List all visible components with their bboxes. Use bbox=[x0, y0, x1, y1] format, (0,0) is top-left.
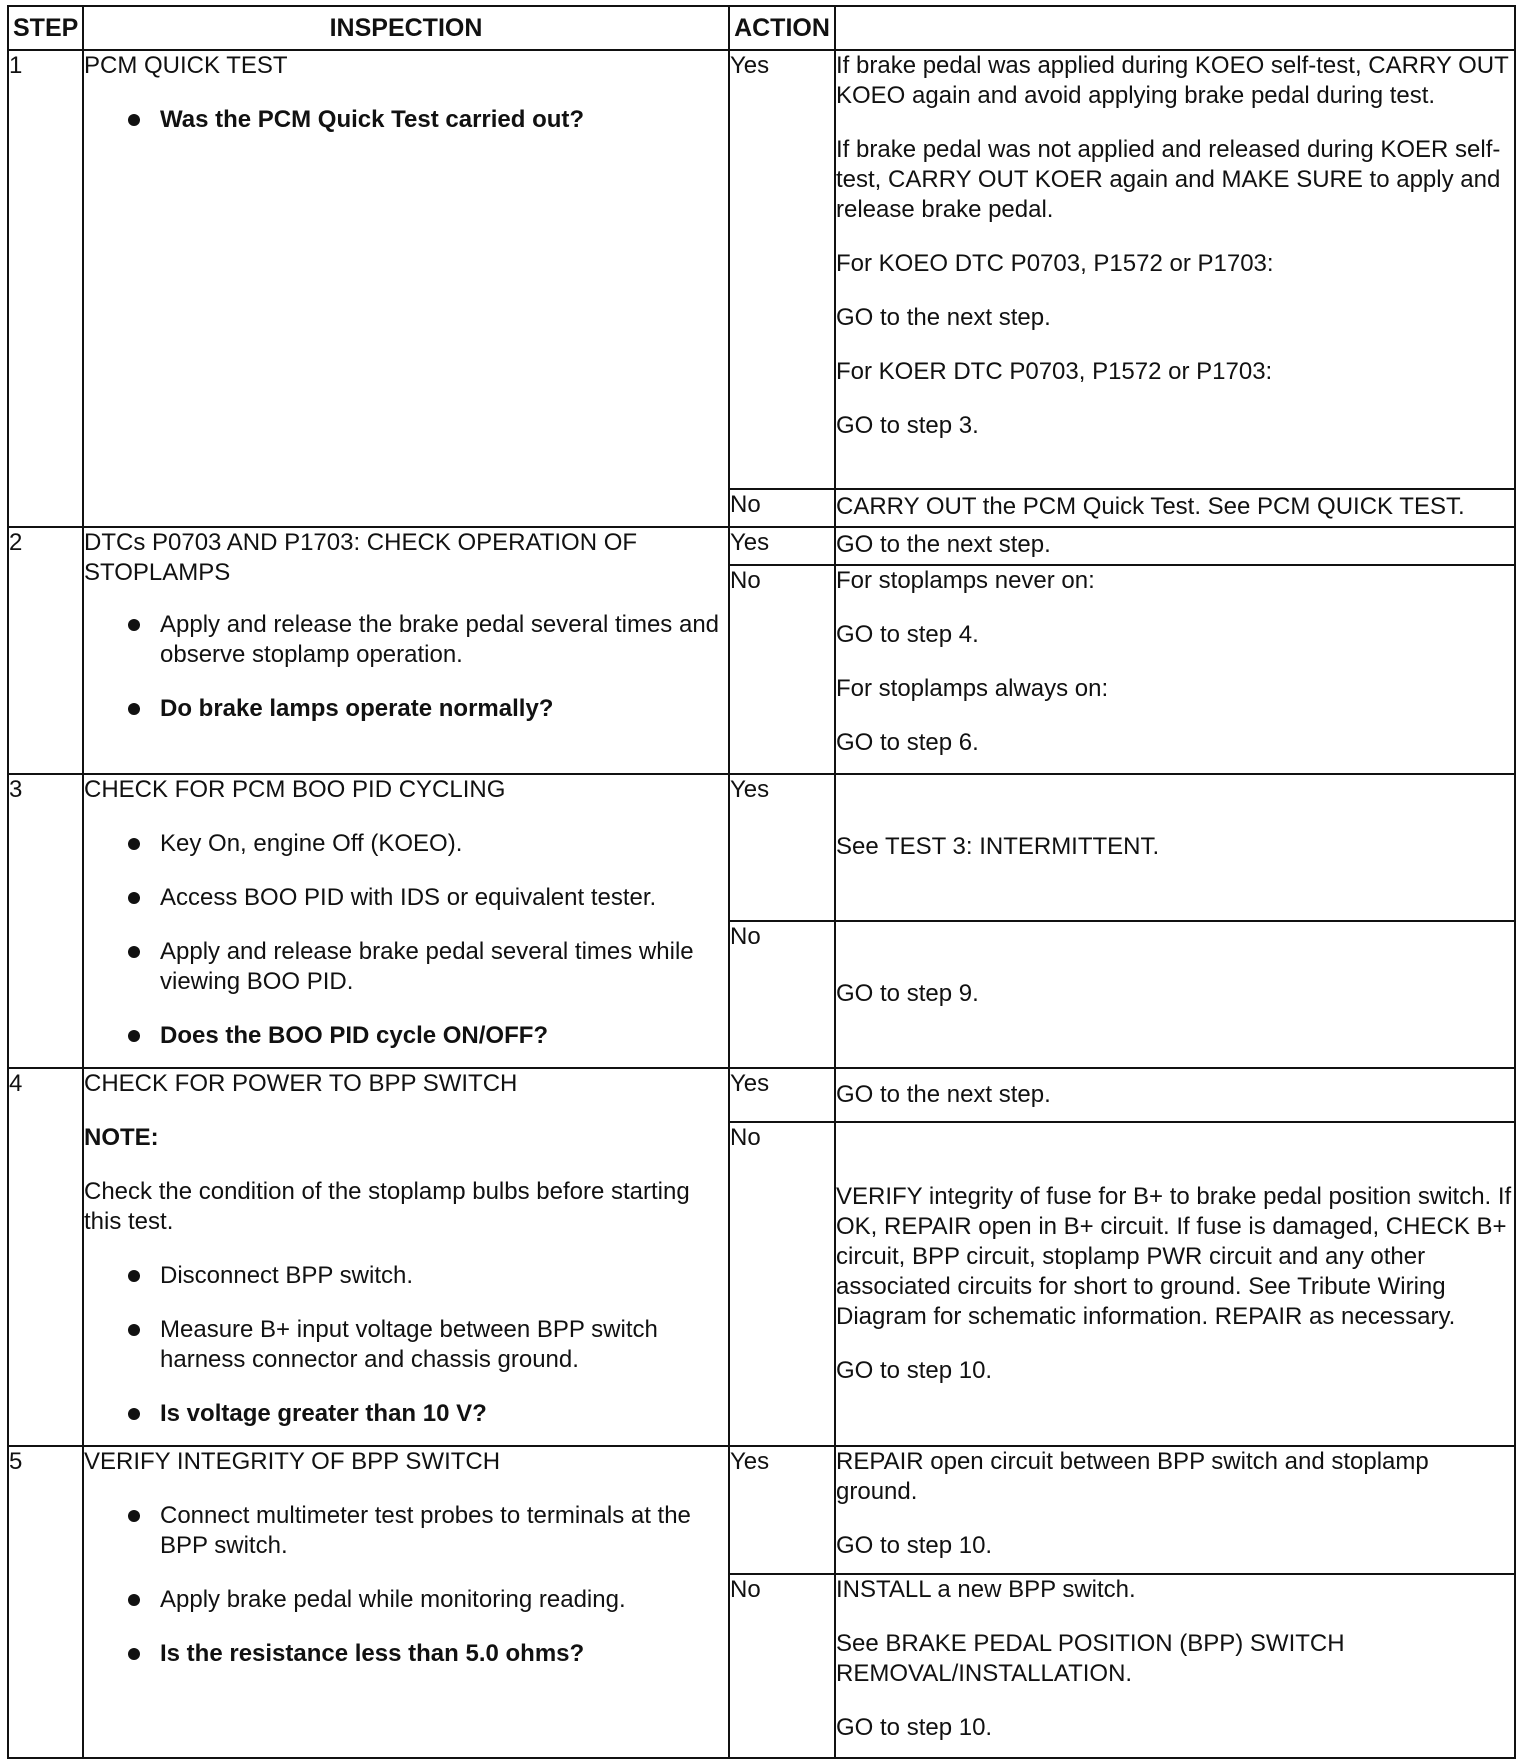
action-text: For KOER DTC P0703, P1572 or P1703: bbox=[836, 358, 1273, 385]
step-4-check bbox=[84, 1261, 728, 1291]
action-text: GO to the next step. bbox=[836, 530, 1051, 558]
inspection-column-header: INSPECTION bbox=[83, 6, 729, 50]
step-1-action-no bbox=[835, 489, 1515, 527]
action-text: CARRY OUT the PCM Quick Test. See PCM QUICK TEST. bbox=[836, 492, 1465, 520]
step-1-question bbox=[84, 105, 728, 135]
step-4-question bbox=[84, 1399, 728, 1429]
action-text: REPAIR open circuit between BPP switch and stoplamp ground. bbox=[836, 1447, 1429, 1505]
step-5-check bbox=[84, 1501, 728, 1561]
action-text: If brake pedal was not applied and released during KOER self-test, CARRY OUT KOER again and MAKE SURE to apply and release brake pedal. bbox=[836, 136, 1501, 223]
step-3-question-text: Does the BOO PID cycle ON/OFF? bbox=[160, 1021, 549, 1049]
step-3-inspection bbox=[83, 774, 729, 1068]
step-3-check bbox=[84, 829, 728, 859]
step-3-check-text: Apply and release brake pedal several times while viewing BOO PID. bbox=[160, 937, 694, 995]
step-2-action-yes bbox=[835, 527, 1515, 565]
step-5-check-text: Apply brake pedal while monitoring reading. bbox=[160, 1585, 626, 1613]
step-3-answer-yes: Yes bbox=[729, 774, 835, 922]
step-1-inspection bbox=[83, 50, 729, 527]
step-1-number: 1 bbox=[8, 50, 83, 527]
step-5-answer-no: No bbox=[729, 1574, 835, 1758]
bullet-icon bbox=[128, 114, 140, 126]
step-5-inspection bbox=[83, 1446, 729, 1758]
step-2-title: DTCs P0703 AND P1703: CHECK OPERATION OF STOPLAMPS bbox=[84, 528, 638, 586]
step-4-check bbox=[84, 1315, 728, 1375]
step-4-number: 4 bbox=[8, 1068, 83, 1446]
bullet-icon bbox=[128, 1510, 140, 1522]
step-4-note-text: Check the condition of the stoplamp bulbs before starting this test. bbox=[84, 1177, 690, 1235]
step-2-check-text: Apply and release the brake pedal several times and observe stoplamp operation. bbox=[160, 610, 720, 668]
action-text: For KOEO DTC P0703, P1572 or P1703: bbox=[836, 250, 1274, 277]
bullet-icon bbox=[128, 1408, 140, 1420]
step-4-answer-yes: Yes bbox=[729, 1068, 835, 1122]
action-text: For stoplamps never on: bbox=[836, 566, 1095, 594]
step-1-question-text: Was the PCM Quick Test carried out? bbox=[160, 106, 585, 133]
step-2-check bbox=[84, 610, 728, 670]
action-text: GO to the next step. bbox=[836, 304, 1051, 331]
table-header-row bbox=[8, 6, 1515, 50]
step-4-answer-no: No bbox=[729, 1122, 835, 1446]
bullet-icon bbox=[128, 1270, 140, 1282]
bullet-icon bbox=[128, 892, 140, 904]
step-2-answer-no: No bbox=[729, 565, 835, 774]
bullet-icon bbox=[128, 1030, 140, 1042]
step-4-inspection bbox=[83, 1068, 729, 1446]
step-3-title: CHECK FOR PCM BOO PID CYCLING bbox=[84, 775, 506, 803]
step-4-check-text: Disconnect BPP switch. bbox=[160, 1261, 413, 1289]
step-5-title: VERIFY INTEGRITY OF BPP SWITCH bbox=[84, 1447, 501, 1475]
step-4-action-no bbox=[835, 1122, 1515, 1446]
result-column-header bbox=[835, 6, 1515, 50]
step-2-number: 2 bbox=[8, 527, 83, 774]
step-1-answer-no: No bbox=[729, 489, 835, 527]
step-3-check bbox=[84, 883, 728, 913]
action-text: GO to step 10. bbox=[836, 1531, 993, 1559]
step-3-number: 3 bbox=[8, 774, 83, 1068]
step-5-yes-row bbox=[8, 1446, 1515, 1574]
step-3-answer-no: No bbox=[729, 921, 835, 1068]
step-1-yes-row bbox=[8, 50, 1515, 489]
step-5-answer-yes: Yes bbox=[729, 1446, 835, 1574]
step-4-yes-row bbox=[8, 1068, 1515, 1122]
step-3-yes-row bbox=[8, 774, 1515, 922]
step-1-title: PCM QUICK TEST bbox=[84, 52, 288, 79]
bullet-icon bbox=[128, 946, 140, 958]
step-3-question bbox=[84, 1021, 728, 1051]
step-2-action-no bbox=[835, 565, 1515, 774]
step-2-question-text: Do brake lamps operate normally? bbox=[160, 694, 554, 722]
step-4-question-text: Is voltage greater than 10 V? bbox=[160, 1399, 487, 1427]
step-1-action-yes bbox=[835, 50, 1515, 489]
step-5-action-yes bbox=[835, 1446, 1515, 1574]
step-3-check-text: Access BOO PID with IDS or equivalent tester. bbox=[160, 883, 657, 911]
step-5-action-no bbox=[835, 1574, 1515, 1758]
bullet-icon bbox=[128, 619, 140, 631]
step-3-action-no bbox=[835, 921, 1515, 1068]
step-4-title: CHECK FOR POWER TO BPP SWITCH bbox=[84, 1069, 518, 1097]
action-text: GO to step 6. bbox=[836, 728, 979, 756]
step-5-question bbox=[84, 1639, 728, 1669]
diagnostic-page bbox=[7, 5, 1514, 1759]
bullet-icon bbox=[128, 1648, 140, 1660]
action-text: GO to step 10. bbox=[836, 1714, 993, 1742]
action-column-header: ACTION bbox=[729, 6, 835, 50]
step-2-question bbox=[84, 694, 728, 724]
step-3-check bbox=[84, 937, 728, 997]
action-text: For stoplamps always on: bbox=[836, 674, 1109, 702]
step-2-inspection bbox=[83, 527, 729, 774]
step-4-check-text: Measure B+ input voltage between BPP switch harness connector and chassis ground. bbox=[160, 1315, 658, 1373]
step-3-action-yes bbox=[835, 774, 1515, 922]
step-4-note-label: NOTE: bbox=[84, 1123, 159, 1151]
step-1-answer-yes: Yes bbox=[729, 50, 835, 489]
diagnostic-table bbox=[7, 5, 1516, 1759]
action-text: GO to the next step. bbox=[836, 1080, 1051, 1108]
action-text: GO to step 4. bbox=[836, 620, 979, 648]
step-5-question-text: Is the resistance less than 5.0 ohms? bbox=[160, 1639, 585, 1667]
action-text: VERIFY integrity of fuse for B+ to brake pedal position switch. If OK, REPAIR open in B+ circuit. If fuse is damaged, CHECK B+ circuit, BPP circuit, stoplamp PWR circuit and any other associated circuits for short to ground. See Tribute Wiring Diagram for schematic information. REPAIR as necessary. bbox=[836, 1182, 1512, 1330]
action-text: GO to step 10. bbox=[836, 1356, 993, 1384]
bullet-icon bbox=[128, 838, 140, 850]
step-2-answer-yes: Yes bbox=[729, 527, 835, 565]
step-5-check-text: Connect multimeter test probes to terminals at the BPP switch. bbox=[160, 1501, 691, 1559]
bullet-icon bbox=[128, 703, 140, 715]
step-4-action-yes bbox=[835, 1068, 1515, 1122]
action-text: See TEST 3: INTERMITTENT. bbox=[836, 833, 1160, 861]
bullet-icon bbox=[128, 1324, 140, 1336]
action-text: INSTALL a new BPP switch. bbox=[836, 1576, 1136, 1604]
step-5-number: 5 bbox=[8, 1446, 83, 1758]
step-3-check-text: Key On, engine Off (KOEO). bbox=[160, 829, 463, 857]
action-text: If brake pedal was applied during KOEO self-test, CARRY OUT KOEO again and avoid applying brake pedal during test. bbox=[836, 52, 1509, 109]
step-5-check bbox=[84, 1585, 728, 1615]
step-2-yes-row bbox=[8, 527, 1515, 565]
action-text: GO to step 3. bbox=[836, 412, 979, 439]
action-text: See BRAKE PEDAL POSITION (BPP) SWITCH REMOVAL/INSTALLATION. bbox=[836, 1630, 1345, 1688]
step-column-header: STEP bbox=[8, 6, 83, 50]
action-text: GO to step 9. bbox=[836, 980, 979, 1008]
bullet-icon bbox=[128, 1594, 140, 1606]
